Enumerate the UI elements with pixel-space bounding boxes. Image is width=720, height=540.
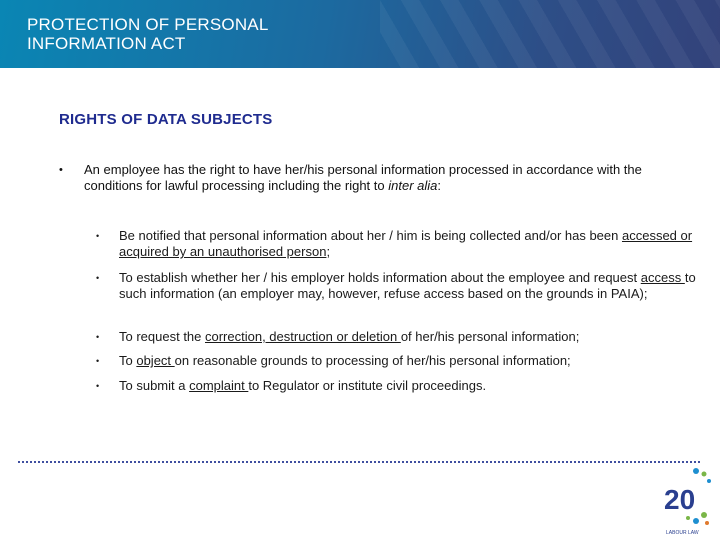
item-underlined-text: object (136, 353, 175, 368)
item-underlined-text: access (640, 270, 685, 285)
item-text: To submit a (119, 378, 190, 393)
item-text-end: of her/his personal information; (400, 329, 580, 344)
bullet-icon: • (96, 356, 100, 366)
item-text: To establish whether her / his employer holds information about the employee and request (119, 270, 641, 285)
item-text: To (119, 353, 137, 368)
logo-dot (702, 472, 707, 477)
bullet-icon: • (59, 164, 63, 176)
page-title-line-2: INFORMATION ACT (27, 34, 186, 53)
logo-dot (705, 521, 709, 525)
item-underlined-text: accessed or acquired by an unauthorised person (119, 228, 693, 259)
item-text-end: to Regulator or institute civil proceedings. (248, 378, 487, 393)
logo-dot (707, 479, 711, 483)
bullet-icon: • (96, 231, 100, 241)
item-text: Be notified that personal information about her / him is being collected and/or has been (119, 228, 622, 243)
item-text-end: to such information (an employer may, however, refuse access based on the grounds in PAIA); (119, 270, 696, 301)
logo-dot (701, 512, 707, 518)
bullet-icon: • (96, 332, 100, 342)
main-bullet-text-end: : (437, 178, 441, 193)
page-title-line-1: PROTECTION OF PERSONAL (27, 15, 269, 34)
main-bullet-text (84, 162, 699, 194)
logo-number: 20 (664, 484, 696, 515)
bullet-icon: • (96, 273, 100, 283)
bullet-icon: • (96, 381, 100, 391)
section-heading: RIGHTS OF DATA SUBJECTS (59, 111, 273, 128)
main-bullet-italic: inter alia (388, 178, 438, 193)
item-text-end: ; (326, 244, 331, 259)
item-underlined-text: complaint (189, 378, 249, 393)
logo-dot (693, 468, 699, 474)
item-text-end: on reasonable grounds to processing of her/his personal information; (174, 353, 571, 368)
item-underlined-text: correction, destruction or deletion (205, 329, 401, 344)
title-banner (0, 0, 720, 68)
anniversary-logo-icon (660, 465, 716, 537)
logo-dot (686, 516, 690, 520)
main-bullet-text-start: An employee has the right to have her/his personal information processed in accordance with the conditions for lawful processing including the right to (84, 162, 642, 193)
page-title (27, 15, 447, 53)
logo-dot (693, 518, 699, 524)
item-text: To request the (119, 329, 205, 344)
logo-caption: LABOUR LAW (666, 530, 699, 536)
footer-divider (18, 461, 700, 463)
